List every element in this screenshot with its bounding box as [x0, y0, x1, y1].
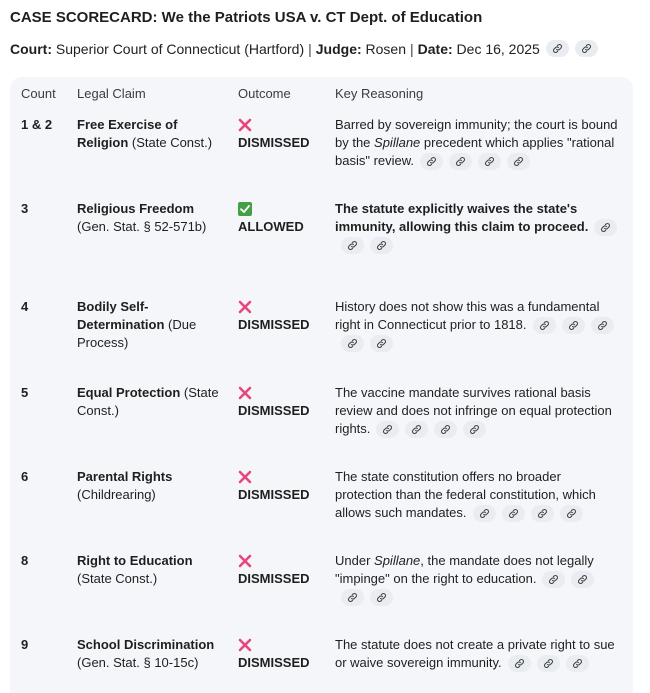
reasoning-text: , the mandate does not legally "impinge" on the right to education. [335, 553, 594, 586]
reasoning-text: . [584, 219, 589, 234]
citation-link-button[interactable] [594, 219, 617, 236]
count-cell: 5 [21, 385, 29, 400]
key-reasoning-cell [335, 116, 620, 170]
cross-mark-icon [238, 638, 252, 652]
citation-link-button[interactable] [562, 317, 585, 334]
claim-source: (State Const.) [77, 571, 158, 586]
citation-link-button[interactable] [560, 505, 583, 522]
header-key-reasoning: Key Reasoning [335, 86, 424, 101]
court-value: Superior Court of Connecticut (Hartford) [55, 40, 305, 57]
outcome-label: DISMISSED [238, 571, 310, 586]
citation-link-button[interactable] [370, 335, 393, 352]
claim-source: (Due Process) [77, 317, 197, 350]
reasoning-text: precedent which applies "rational basis" review. [335, 135, 615, 168]
date-label: Date: [417, 40, 453, 57]
source-link-button[interactable] [546, 40, 569, 57]
outcome-label: DISMISSED [238, 403, 310, 418]
outcome-cell [238, 200, 328, 236]
citation-link-button[interactable] [537, 655, 560, 672]
claim-source: (Childrearing) [77, 487, 156, 502]
reasoning-text: Barred by sovereign immunity; the court is bound by the [335, 117, 618, 150]
citation-link-button[interactable] [420, 153, 443, 170]
citation-link-button[interactable] [478, 153, 501, 170]
citation-link-button[interactable] [507, 153, 530, 170]
case-citation: Spillane [374, 135, 421, 150]
reasoning-text: The state constitution offers no broader protection than the federal constitution, which allows such mandates. [335, 469, 596, 520]
count-cell: 6 [21, 469, 29, 484]
claim-source: (State Const.) [128, 135, 213, 150]
cross-mark-icon [238, 386, 252, 400]
citation-link-button[interactable] [370, 237, 393, 254]
case-meta [10, 40, 598, 57]
citation-link-button[interactable] [531, 505, 554, 522]
check-box-icon [238, 202, 252, 216]
citation-link-button[interactable] [473, 505, 496, 522]
key-reasoning-cell [335, 468, 620, 522]
citation-link-button[interactable] [571, 571, 594, 588]
case-citation: Spillane [374, 553, 421, 568]
citation-link-button[interactable] [502, 505, 525, 522]
claim-name: Religious Freedom [77, 201, 195, 216]
key-reasoning-cell [335, 552, 620, 606]
outcome-label: DISMISSED [238, 317, 310, 332]
reasoning-text: History does not show this was a fundamental right in Connecticut prior to 1818. [335, 299, 600, 332]
outcome-cell [238, 384, 328, 420]
cross-mark-icon [238, 300, 252, 314]
count-cell: 1 & 2 [21, 117, 53, 132]
citation-link-button[interactable] [591, 317, 614, 334]
citation-link-button[interactable] [434, 421, 457, 438]
citation-link-button[interactable] [542, 571, 565, 588]
outcome-cell [238, 636, 328, 672]
key-reasoning-cell [335, 636, 620, 672]
outcome-cell [238, 552, 328, 588]
judge-value: Rosen [365, 40, 406, 57]
claim-source: (Gen. Stat. § 52-571b) [77, 219, 207, 234]
cross-mark-icon [238, 554, 252, 568]
citation-link-button[interactable] [533, 317, 556, 334]
citation-link-button[interactable] [405, 421, 428, 438]
count-cell: 9 [21, 637, 29, 652]
legal-claim-cell [77, 116, 225, 152]
claim-source: (Gen. Stat. § 10-15c) [77, 655, 199, 670]
count-cell: 4 [21, 299, 29, 314]
header-legal-claim: Legal Claim [77, 86, 146, 101]
cross-mark-icon [238, 118, 252, 132]
citation-link-button[interactable] [370, 589, 393, 606]
citation-link-button[interactable] [566, 655, 589, 672]
count-cell: 8 [21, 553, 29, 568]
claim-source: (State Const.) [77, 385, 219, 418]
reasoning-text: The statute does not create a private right to sue or waive sovereign immunity. [335, 637, 615, 670]
legal-claim-cell [77, 298, 225, 352]
key-reasoning-cell [335, 298, 620, 352]
key-reasoning-cell [335, 200, 620, 254]
claim-name: School Discrimination [77, 637, 215, 652]
outcome-cell [238, 298, 328, 334]
header-outcome: Outcome [238, 86, 291, 101]
citation-link-button[interactable] [341, 237, 364, 254]
citation-link-button[interactable] [463, 421, 486, 438]
citation-link-button[interactable] [449, 153, 472, 170]
key-reasoning-cell [335, 384, 620, 438]
court-label: Court: [10, 40, 52, 57]
source-link-button[interactable] [575, 40, 598, 57]
claim-name: Right to Education [77, 553, 193, 568]
legal-claim-cell [77, 200, 225, 236]
claim-name: Bodily Self-Determination [77, 299, 165, 332]
reasoning-text: The statute explicitly waives the state's immunity, allowing this claim to proceed [335, 201, 585, 234]
claim-name: Equal Protection [77, 385, 181, 400]
claim-name: Parental Rights [77, 469, 173, 484]
citation-link-button[interactable] [341, 335, 364, 352]
meta-separator: | [410, 40, 414, 57]
legal-claim-cell [77, 636, 225, 672]
outcome-label: DISMISSED [238, 487, 310, 502]
outcome-cell [238, 468, 328, 504]
header-count: Count [21, 86, 56, 101]
claim-name: Free Exercise of Religion [77, 117, 178, 150]
reasoning-text: The vaccine mandate survives rational basis review and does not infringe on equal protection rights. [335, 385, 612, 436]
reasoning-text: Under [335, 553, 375, 568]
citation-link-button[interactable] [508, 655, 531, 672]
date-value: Dec 16, 2025 [456, 40, 540, 57]
legal-claim-cell [77, 384, 225, 420]
legal-claim-cell [77, 552, 225, 588]
citation-link-button[interactable] [376, 421, 399, 438]
citation-link-button[interactable] [341, 589, 364, 606]
page-title: CASE SCORECARD: We the Patriots USA v. CT Dept. of Education [10, 9, 483, 26]
outcome-label: DISMISSED [238, 655, 310, 670]
legal-claim-cell [77, 468, 225, 504]
judge-label: Judge: [315, 40, 362, 57]
outcome-label: ALLOWED [238, 219, 304, 234]
count-cell: 3 [21, 201, 29, 216]
outcome-cell [238, 116, 328, 152]
meta-separator: | [308, 40, 312, 57]
outcome-label: DISMISSED [238, 135, 310, 150]
cross-mark-icon [238, 470, 252, 484]
